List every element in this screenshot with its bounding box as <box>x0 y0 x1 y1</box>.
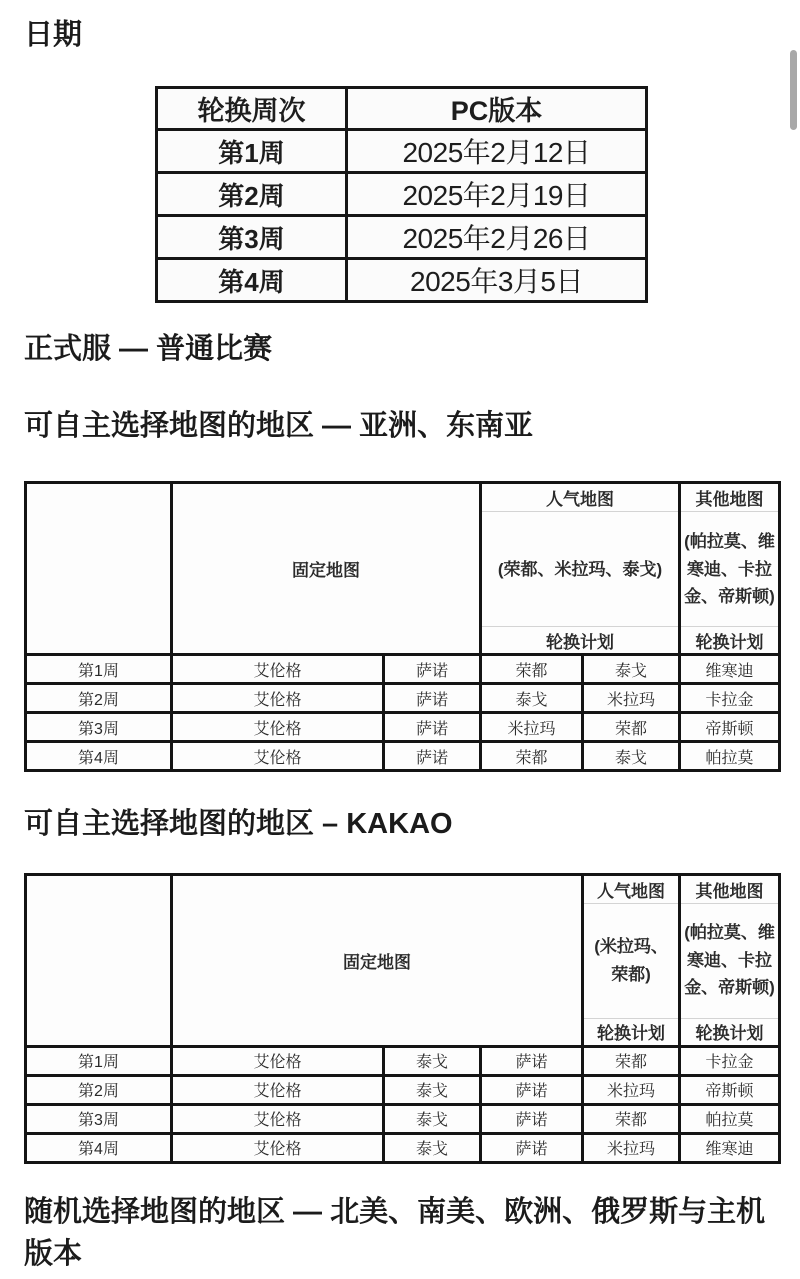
date-value: 2025年2月19日 <box>347 173 647 216</box>
week-label: 第2周 <box>157 173 347 216</box>
section-heading-kakao-region: 可自主选择地图的地区 – KAKAO <box>24 808 453 841</box>
map-cell: 艾伦格 <box>172 713 384 742</box>
map-cell: 萨诺 <box>384 684 481 713</box>
map-cell: 萨诺 <box>384 713 481 742</box>
other-maps-header: 其他地图 <box>680 483 780 512</box>
section-heading-asia-region: 可自主选择地图的地区 — 亚洲、东南亚 <box>24 410 534 443</box>
week-label: 第3周 <box>157 216 347 259</box>
map-cell: 艾伦格 <box>172 684 384 713</box>
map-cell: 米拉玛 <box>583 684 680 713</box>
map-cell: 萨诺 <box>481 1075 583 1104</box>
date-value: 2025年3月5日 <box>347 259 647 302</box>
kakao-table-row <box>26 1075 780 1104</box>
asia-table-row <box>26 655 780 684</box>
map-cell: 萨诺 <box>481 1133 583 1162</box>
week-label: 第1周 <box>26 1046 172 1075</box>
map-cell: 卡拉金 <box>680 684 780 713</box>
map-cell: 荣都 <box>583 1046 680 1075</box>
map-cell: 泰戈 <box>384 1046 481 1075</box>
map-cell: 帝斯顿 <box>680 1075 780 1104</box>
other-maps-list: (帕拉莫、维寒迪、卡拉金、帝斯顿) <box>680 903 780 1018</box>
map-cell: 泰戈 <box>583 742 680 771</box>
date-table-header-pc: PC版本 <box>347 88 647 130</box>
map-cell: 米拉玛 <box>583 1075 680 1104</box>
other-maps-list: (帕拉莫、维寒迪、卡拉金、帝斯顿) <box>680 512 780 627</box>
kakao-rotation-table <box>24 873 781 1164</box>
map-cell: 萨诺 <box>384 742 481 771</box>
asia-table-row <box>26 742 780 771</box>
section-heading-date: 日期 <box>24 19 83 51</box>
popular-maps-list: (荣都、米拉玛、泰戈) <box>481 512 680 627</box>
date-value: 2025年2月26日 <box>347 216 647 259</box>
map-cell: 维寒迪 <box>680 655 780 684</box>
map-cell: 泰戈 <box>384 1075 481 1104</box>
kakao-header-row <box>26 874 780 903</box>
date-table-row <box>157 259 647 302</box>
date-table-header-row <box>157 88 647 130</box>
date-table-row <box>157 173 647 216</box>
map-cell: 艾伦格 <box>172 1104 384 1133</box>
map-cell: 卡拉金 <box>680 1046 780 1075</box>
fixed-maps-header: 固定地图 <box>172 874 583 1046</box>
week-label: 第3周 <box>26 1104 172 1133</box>
map-cell: 荣都 <box>481 742 583 771</box>
empty-corner-cell <box>26 483 172 655</box>
week-label: 第1周 <box>157 130 347 173</box>
date-rotation-table <box>155 86 648 303</box>
scrollbar-thumb[interactable] <box>790 50 797 130</box>
asia-rotation-table <box>24 481 781 772</box>
map-cell: 艾伦格 <box>172 1075 384 1104</box>
kakao-table-row <box>26 1104 780 1133</box>
map-cell: 荣都 <box>583 1104 680 1133</box>
popular-rotation-plan-header: 轮换计划 <box>583 1018 680 1046</box>
week-label: 第3周 <box>26 713 172 742</box>
map-cell: 帝斯顿 <box>680 713 780 742</box>
date-table-row <box>157 130 647 173</box>
week-label: 第1周 <box>26 655 172 684</box>
map-cell: 萨诺 <box>384 655 481 684</box>
section-heading-random-region: 随机选择地图的地区 — 北美、南美、欧洲、俄罗斯与主机版本 <box>24 1195 766 1270</box>
map-cell: 维寒迪 <box>680 1133 780 1162</box>
other-rotation-plan-header: 轮换计划 <box>680 627 780 655</box>
empty-corner-cell <box>26 874 172 1046</box>
popular-rotation-plan-header: 轮换计划 <box>481 627 680 655</box>
date-table-row <box>157 216 647 259</box>
kakao-table-row <box>26 1046 780 1075</box>
date-table-header-week: 轮换周次 <box>157 88 347 130</box>
map-cell: 米拉玛 <box>481 713 583 742</box>
week-label: 第4周 <box>26 1133 172 1162</box>
map-cell: 帕拉莫 <box>680 1104 780 1133</box>
map-cell: 艾伦格 <box>172 742 384 771</box>
popular-maps-header: 人气地图 <box>481 483 680 512</box>
map-cell: 泰戈 <box>384 1104 481 1133</box>
popular-maps-header: 人气地图 <box>583 874 680 903</box>
date-value: 2025年2月12日 <box>347 130 647 173</box>
popular-maps-list: (米拉玛、荣都) <box>583 903 680 1018</box>
week-label: 第4周 <box>26 742 172 771</box>
map-cell: 泰戈 <box>583 655 680 684</box>
map-cell: 泰戈 <box>481 684 583 713</box>
fixed-maps-header: 固定地图 <box>172 483 481 655</box>
section-heading-official-server: 正式服 — 普通比赛 <box>24 333 273 366</box>
map-cell: 泰戈 <box>384 1133 481 1162</box>
asia-table-row <box>26 684 780 713</box>
kakao-table-row <box>26 1133 780 1162</box>
week-label: 第2周 <box>26 1075 172 1104</box>
other-rotation-plan-header: 轮换计划 <box>680 1018 780 1046</box>
map-cell: 荣都 <box>481 655 583 684</box>
map-cell: 艾伦格 <box>172 1046 384 1075</box>
map-cell: 帕拉莫 <box>680 742 780 771</box>
asia-header-row <box>26 483 780 512</box>
map-cell: 艾伦格 <box>172 1133 384 1162</box>
week-label: 第4周 <box>157 259 347 302</box>
asia-table-row <box>26 713 780 742</box>
map-cell: 艾伦格 <box>172 655 384 684</box>
week-label: 第2周 <box>26 684 172 713</box>
map-cell: 荣都 <box>583 713 680 742</box>
other-maps-header: 其他地图 <box>680 874 780 903</box>
map-cell: 米拉玛 <box>583 1133 680 1162</box>
map-cell: 萨诺 <box>481 1104 583 1133</box>
map-cell: 萨诺 <box>481 1046 583 1075</box>
